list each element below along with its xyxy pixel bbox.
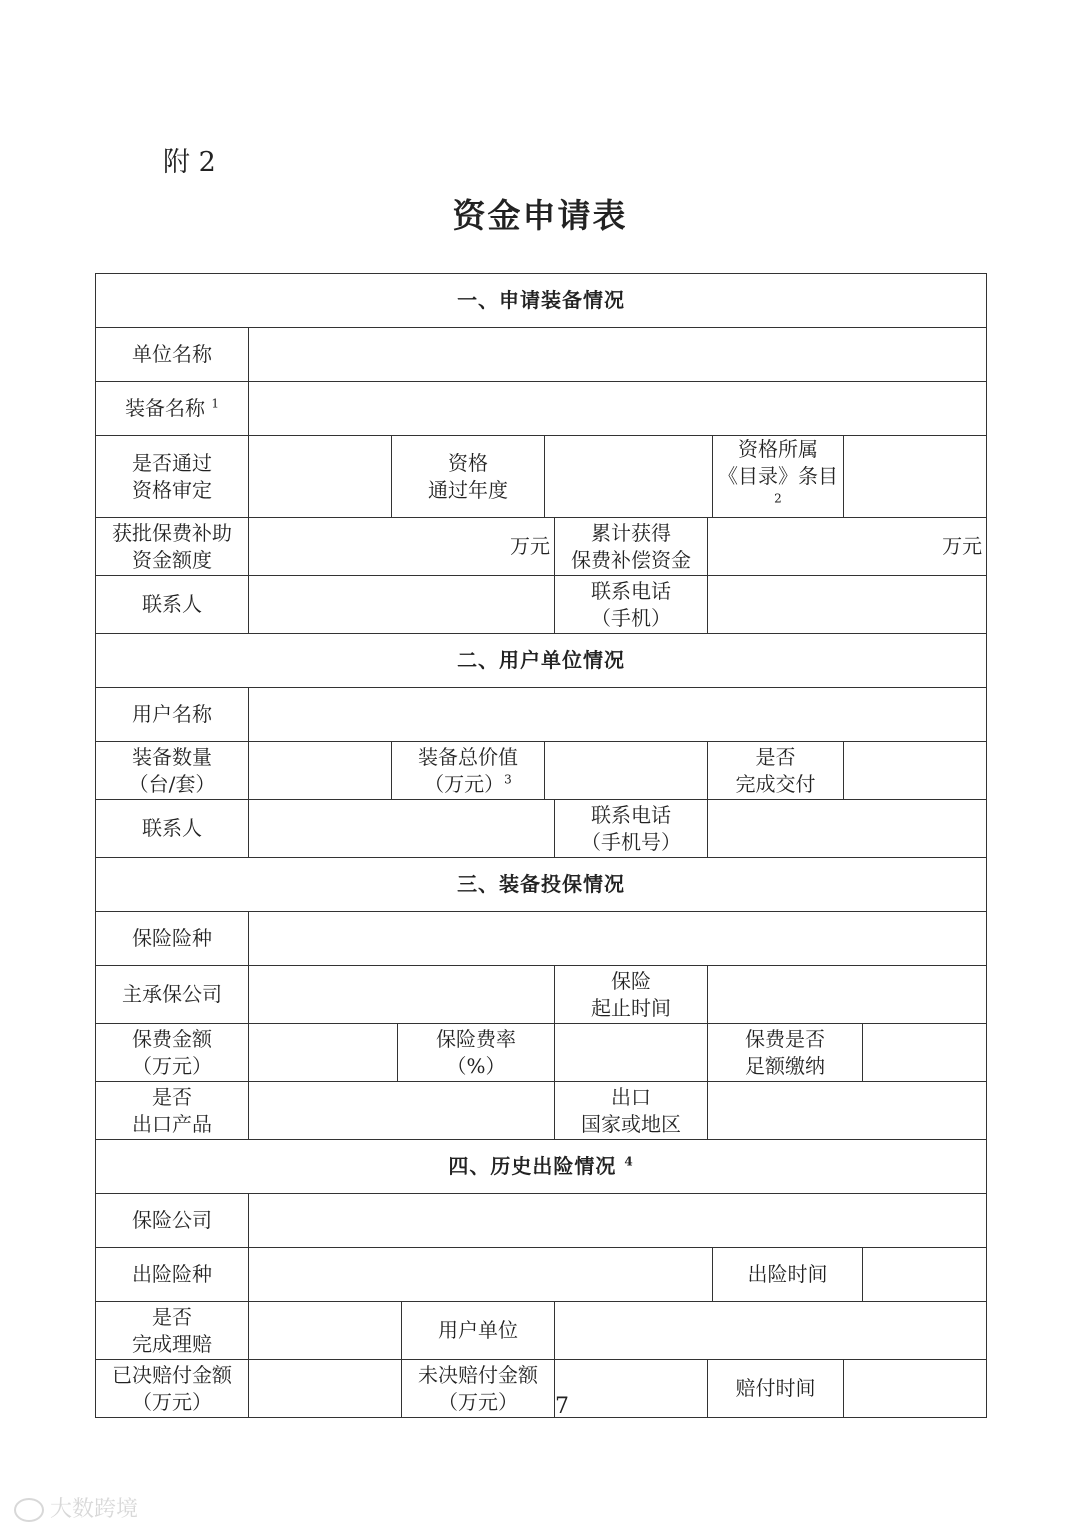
label-user-name: 用户名称	[96, 688, 249, 742]
table-row	[96, 800, 987, 858]
page-number: 7	[555, 1394, 569, 1419]
field-user-unit[interactable]	[555, 1302, 987, 1360]
field-premium-rate[interactable]	[555, 1024, 708, 1082]
appendix-label: 附 2	[163, 147, 216, 178]
label-contact: 联系人	[96, 576, 249, 634]
footnote-marker: 3	[504, 771, 512, 786]
field-claim-settled[interactable]	[249, 1302, 402, 1360]
field-qualification-year[interactable]	[545, 436, 713, 518]
footnote-marker: 1	[211, 396, 219, 411]
section-title-claims: 四、历史出险情况 $^4$	[96, 1140, 987, 1194]
section-title-user: 二、用户单位情况	[96, 634, 987, 688]
table-row	[96, 382, 987, 436]
field-user-phone[interactable]	[708, 800, 987, 858]
field-delivery-completed[interactable]	[844, 742, 987, 800]
label-insurer: 保险公司	[96, 1194, 249, 1248]
table-row	[96, 688, 987, 742]
label-claim-type: 出险险种	[96, 1248, 249, 1302]
label-passed-review: 是否通过 资格审定	[96, 436, 249, 518]
label-cumulative-compensation: 累计获得 保费补偿资金	[555, 518, 708, 576]
label-insurance-period: 保险 起止时间	[555, 966, 708, 1024]
label-delivery-completed: 是否 完成交付	[708, 742, 844, 800]
label-payment-time: 赔付时间	[708, 1360, 844, 1418]
field-equipment-quantity[interactable]	[249, 742, 392, 800]
field-insurer[interactable]	[249, 1194, 987, 1248]
table-row	[96, 436, 987, 518]
section-title-insurance: 三、装备投保情况	[96, 858, 987, 912]
label-unit-name: 单位名称	[96, 328, 249, 382]
field-main-insurer[interactable]	[249, 966, 555, 1024]
label-premium-amount: 保费金额 （万元）	[96, 1024, 249, 1082]
table-row	[96, 576, 987, 634]
label-equipment-name: 装备名称 $^1$	[96, 382, 249, 436]
label-claim-time: 出险时间	[713, 1248, 863, 1302]
section-header-4	[96, 1140, 987, 1194]
unit-wanyuan: 万元	[510, 534, 550, 558]
label-settled-amount: 已决赔付金额 （万元）	[96, 1360, 249, 1418]
label-main-insurer: 主承保公司	[96, 966, 249, 1024]
field-cumulative-compensation[interactable]	[708, 518, 987, 576]
label-qualification-year: 资格 通过年度	[392, 436, 545, 518]
field-user-name[interactable]	[249, 688, 987, 742]
field-equipment-name[interactable]	[249, 382, 987, 436]
table-row	[96, 1194, 987, 1248]
field-passed-review[interactable]	[249, 436, 392, 518]
label-equipment-quantity: 装备数量 （台/套）	[96, 742, 249, 800]
field-export-product[interactable]	[249, 1082, 555, 1140]
section-title-equipment: 一、申请装备情况	[96, 274, 987, 328]
table-row	[96, 1082, 987, 1140]
label-export-country: 出口 国家或地区	[555, 1082, 708, 1140]
label-export-product: 是否 出口产品	[96, 1082, 249, 1140]
label-unsettled-amount: 未决赔付金额 （万元）	[402, 1360, 555, 1418]
label-qualification-catalog: 资格所属 《目录》条目 $^2$	[713, 436, 844, 518]
label-approved-amount: 获批保费补助 资金额度	[96, 518, 249, 576]
table-row	[96, 328, 987, 382]
unit-wanyuan: 万元	[942, 534, 983, 558]
field-insurance-period[interactable]	[708, 966, 987, 1024]
footnote-marker: 4	[624, 1154, 634, 1169]
field-approved-amount[interactable]	[249, 518, 555, 576]
watermark: 大数跨境	[14, 1492, 138, 1523]
field-export-country[interactable]	[708, 1082, 987, 1140]
table-row	[96, 1024, 987, 1082]
field-claim-time[interactable]	[863, 1248, 987, 1302]
field-contact[interactable]	[249, 576, 555, 634]
field-claim-type[interactable]	[249, 1248, 713, 1302]
section-header-2	[96, 634, 987, 688]
field-premium-paid[interactable]	[863, 1024, 987, 1082]
field-equipment-total-value[interactable]	[545, 742, 708, 800]
field-contact-phone[interactable]	[708, 576, 987, 634]
form-title: 资金申请表	[452, 196, 628, 235]
label-equipment-total-value: 装备总价值 （万元）$^3$	[392, 742, 545, 800]
label-user-phone: 联系电话 （手机号）	[555, 800, 708, 858]
table-row	[96, 912, 987, 966]
section-header-1	[96, 274, 987, 328]
table-row	[96, 1248, 987, 1302]
field-user-contact[interactable]	[249, 800, 555, 858]
field-premium-amount[interactable]	[249, 1024, 398, 1082]
label-premium-paid: 保费是否 足额缴纳	[708, 1024, 863, 1082]
field-unit-name[interactable]	[249, 328, 987, 382]
section-header-3	[96, 858, 987, 912]
label-claim-settled: 是否 完成理赔	[96, 1302, 249, 1360]
label-premium-rate: 保险费率 （%）	[398, 1024, 555, 1082]
table-row	[96, 1302, 987, 1360]
table-row	[96, 518, 987, 576]
watermark-logo-icon	[14, 1498, 44, 1522]
field-qualification-catalog[interactable]	[844, 436, 987, 518]
table-row	[96, 966, 987, 1024]
label-contact-phone: 联系电话 （手机）	[555, 576, 708, 634]
field-insurance-type[interactable]	[249, 912, 987, 966]
label-insurance-type: 保险险种	[96, 912, 249, 966]
label-user-contact: 联系人	[96, 800, 249, 858]
table-row	[96, 742, 987, 800]
application-form-table	[95, 273, 987, 1418]
footnote-marker: 2	[774, 491, 782, 506]
label-user-unit: 用户单位	[402, 1302, 555, 1360]
